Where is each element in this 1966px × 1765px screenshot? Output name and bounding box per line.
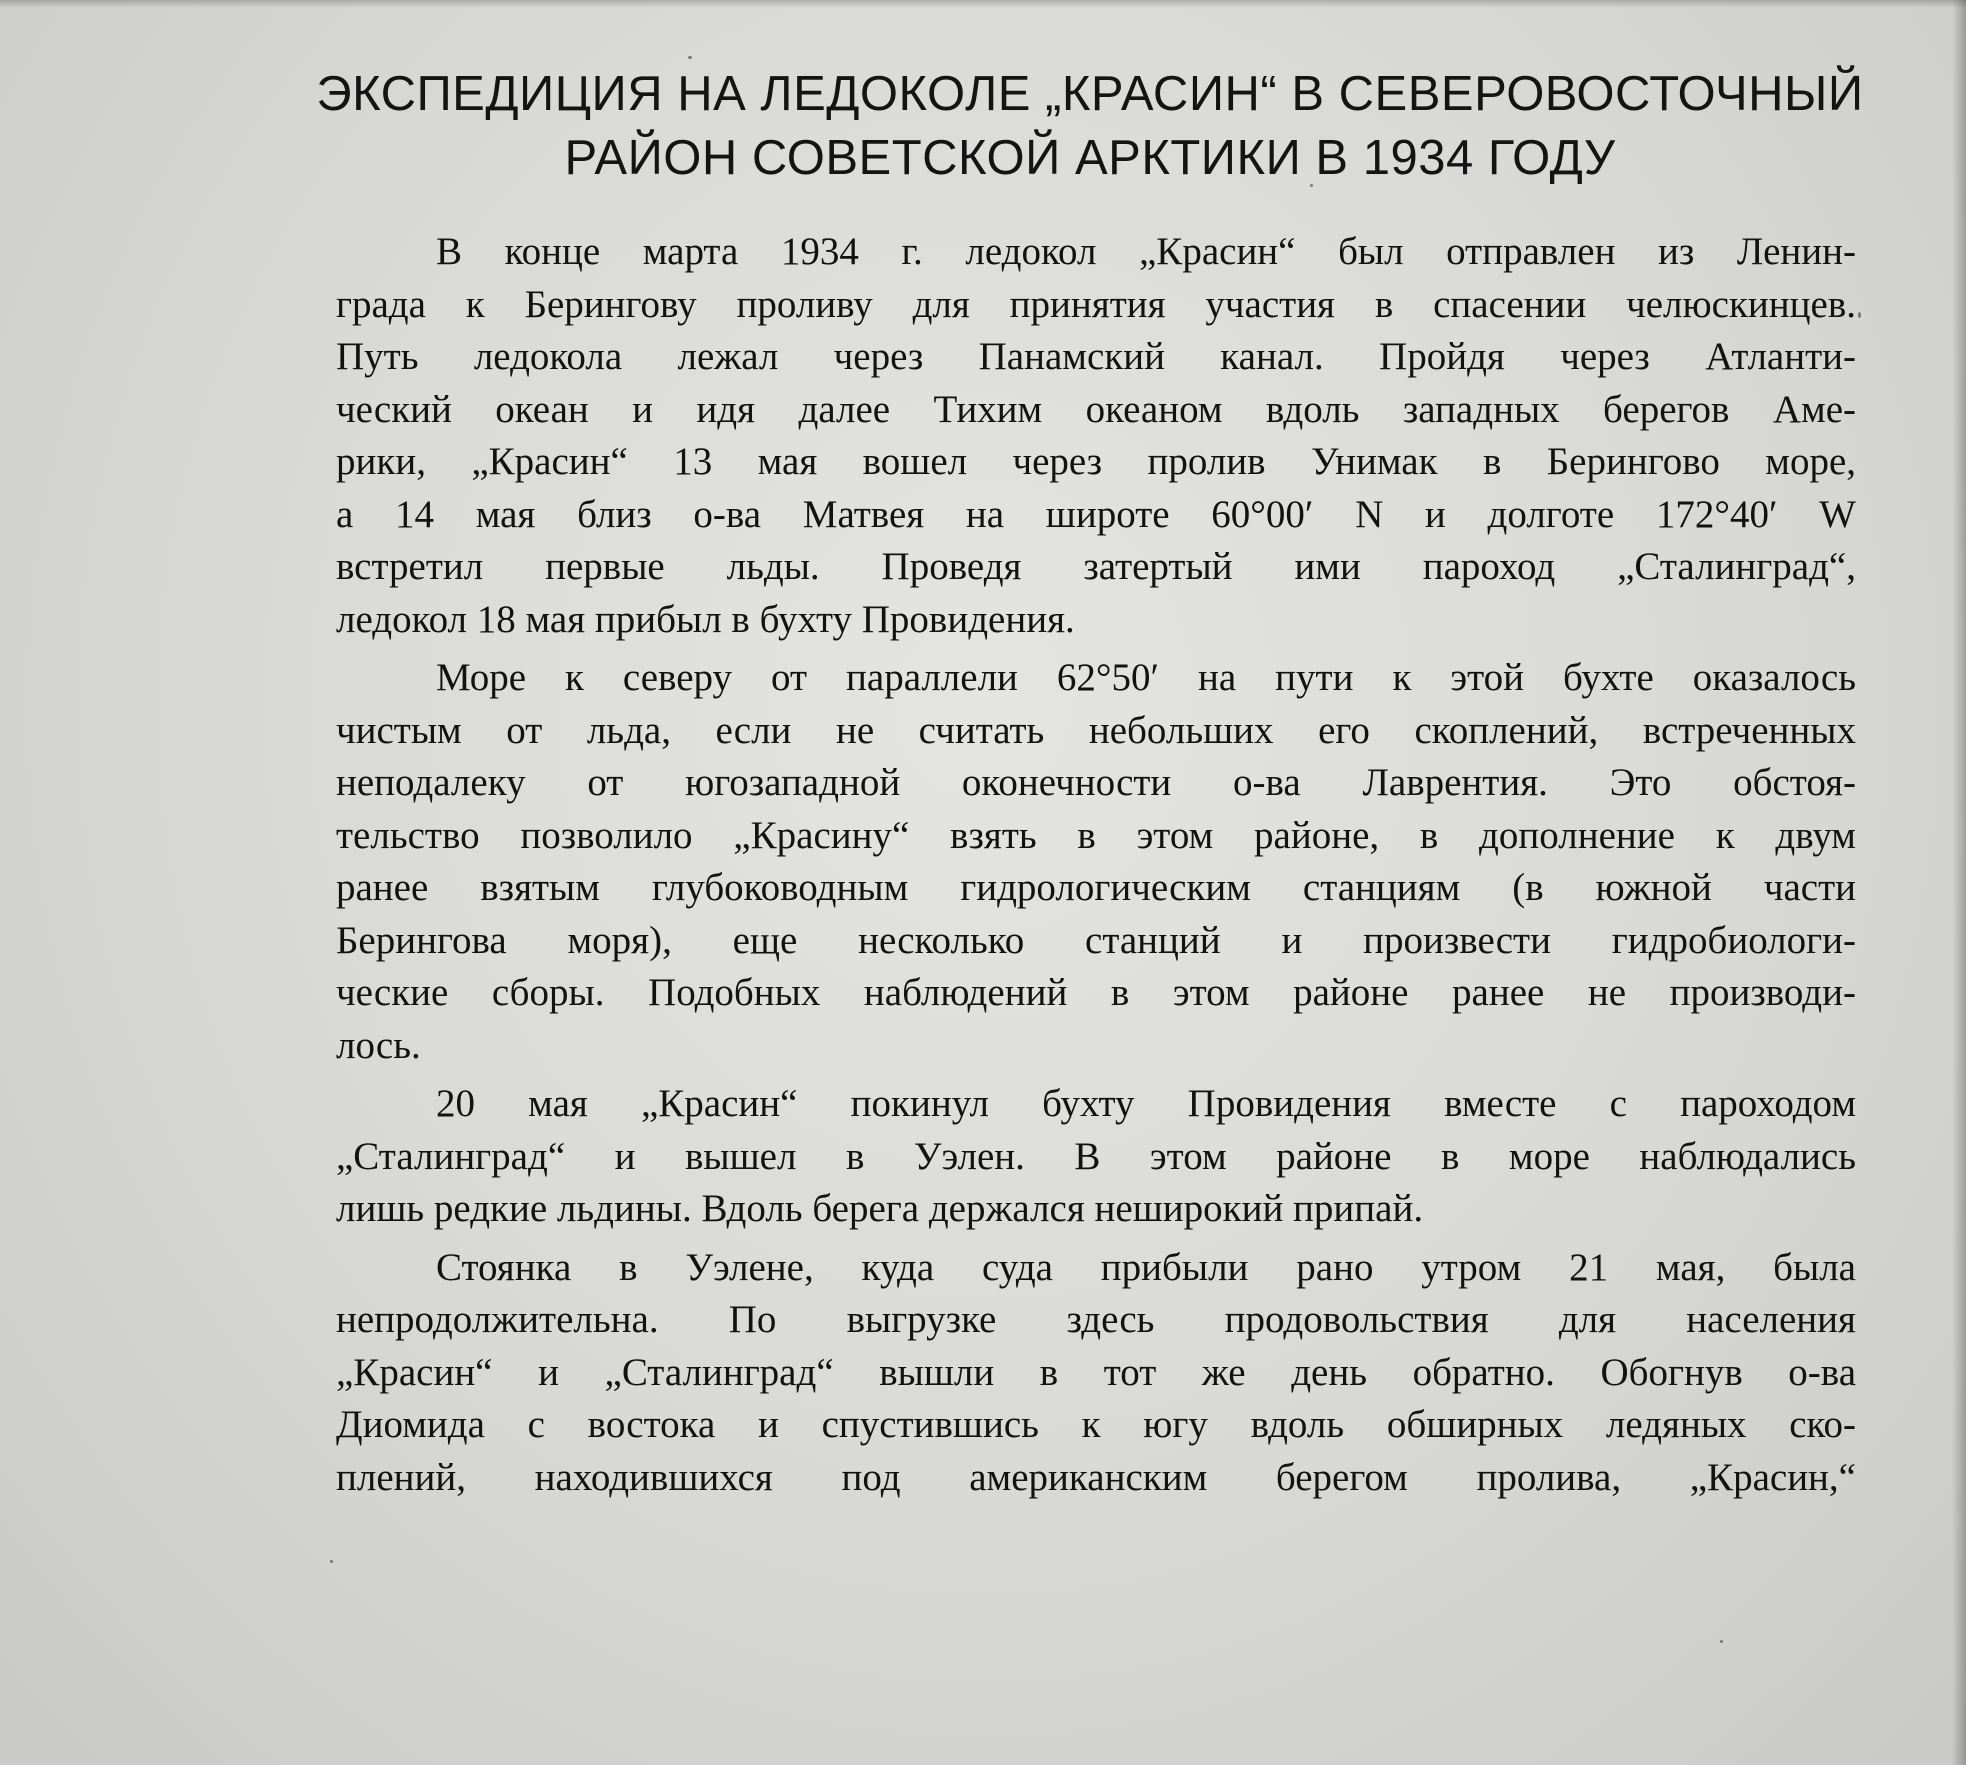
text-line: Стоянка в Уэлене, куда суда прибыли рано утром 21 мая, была (436, 1245, 1856, 1289)
text-line: лось. (336, 1023, 421, 1067)
scan-speck (1858, 312, 1861, 318)
page-edge-shadow-top (0, 0, 1966, 8)
text-line: ранее взятым глубоководным гидрологическим станциям (в южной части (336, 866, 1856, 909)
title-line-2: РАЙОН СОВЕТСКОЙ АРКТИКИ В 1934 ГОДУ (564, 131, 1616, 185)
text-line: чистым от льда, если не считать небольших его скоплений, встреченных (336, 708, 1856, 752)
text-line: ческий океан и идя далее Тихим океаном вдоль западных берегов Аме- (336, 387, 1856, 431)
text-line: ледокол 18 мая прибыл в бухту Провидения. (336, 597, 1075, 641)
paragraph-1 (336, 226, 1856, 646)
paragraph-3 (336, 1078, 1856, 1236)
text-line: плений, находившихся под американским берегом пролива, „Красин,“ (336, 1455, 1856, 1499)
page-edge-shadow-right (1952, 0, 1966, 1765)
text-line: Диомида с востока и спустившись к югу вдоль обширных ледяных ско- (336, 1403, 1856, 1446)
text-line: В конце марта 1934 г. ледокол „Красин“ был отправлен из Ленин- (436, 230, 1856, 273)
paragraph-4 (336, 1242, 1856, 1505)
text-line: „Сталинград“ и вышел в Уэлен. В этом районе в море наблюдались (336, 1134, 1856, 1178)
document-title (300, 62, 1880, 190)
text-line: лишь редкие льдины. Вдоль берега держался неширокий припай. (336, 1187, 1424, 1230)
paragraph-2 (336, 652, 1856, 1072)
text-line: Море к северу от параллели 62°50′ на пути к этой бухте оказалось (436, 656, 1856, 699)
text-line: 20 мая „Красин“ покинул бухту Провидения вместе с пароходом (436, 1082, 1856, 1125)
text-line: Берингова моря), еще несколько станций и произвести гидробиологи- (336, 918, 1856, 962)
text-line: Путь ледокола лежал через Панамский канал. Пройдя через Атланти- (336, 335, 1856, 378)
text-line: ческие сборы. Подобных наблюдений в этом районе ранее не производи- (336, 971, 1856, 1014)
text-line: тельство позволило „Красину“ взять в этом районе, в дополнение к двум (336, 813, 1856, 857)
text-line: „Красин“ и „Сталинград“ вышли в тот же день обратно. Обогнув о-ва (336, 1350, 1856, 1394)
title-line-1: ЭКСПЕДИЦИЯ НА ЛЕДОКОЛЕ „КРАСИН“ В СЕВЕРОВОСТОЧНЫЙ (316, 67, 1864, 121)
text-line: рики, „Красин“ 13 мая вошел через пролив Унимак в Берингово море, (336, 440, 1856, 483)
document-body (336, 226, 1856, 1510)
text-line: встретил первые льды. Проведя затертый ими пароход „Сталинград“, (336, 545, 1856, 588)
text-line: града к Берингову проливу для принятия участия в спасении челюскинцев. (336, 282, 1856, 326)
scan-speck (688, 56, 692, 59)
text-line: непродолжительна. По выгрузке здесь продовольствия для населения (336, 1298, 1856, 1341)
scan-speck (1720, 1640, 1723, 1643)
text-line: неподалеку от югозападной оконечности о-ва Лаврентия. Это обстоя- (336, 761, 1856, 804)
text-line: а 14 мая близ о-ва Матвея на широте 60°00′ N и долготе 172°40′ W (336, 492, 1856, 536)
scan-speck (330, 1560, 333, 1563)
